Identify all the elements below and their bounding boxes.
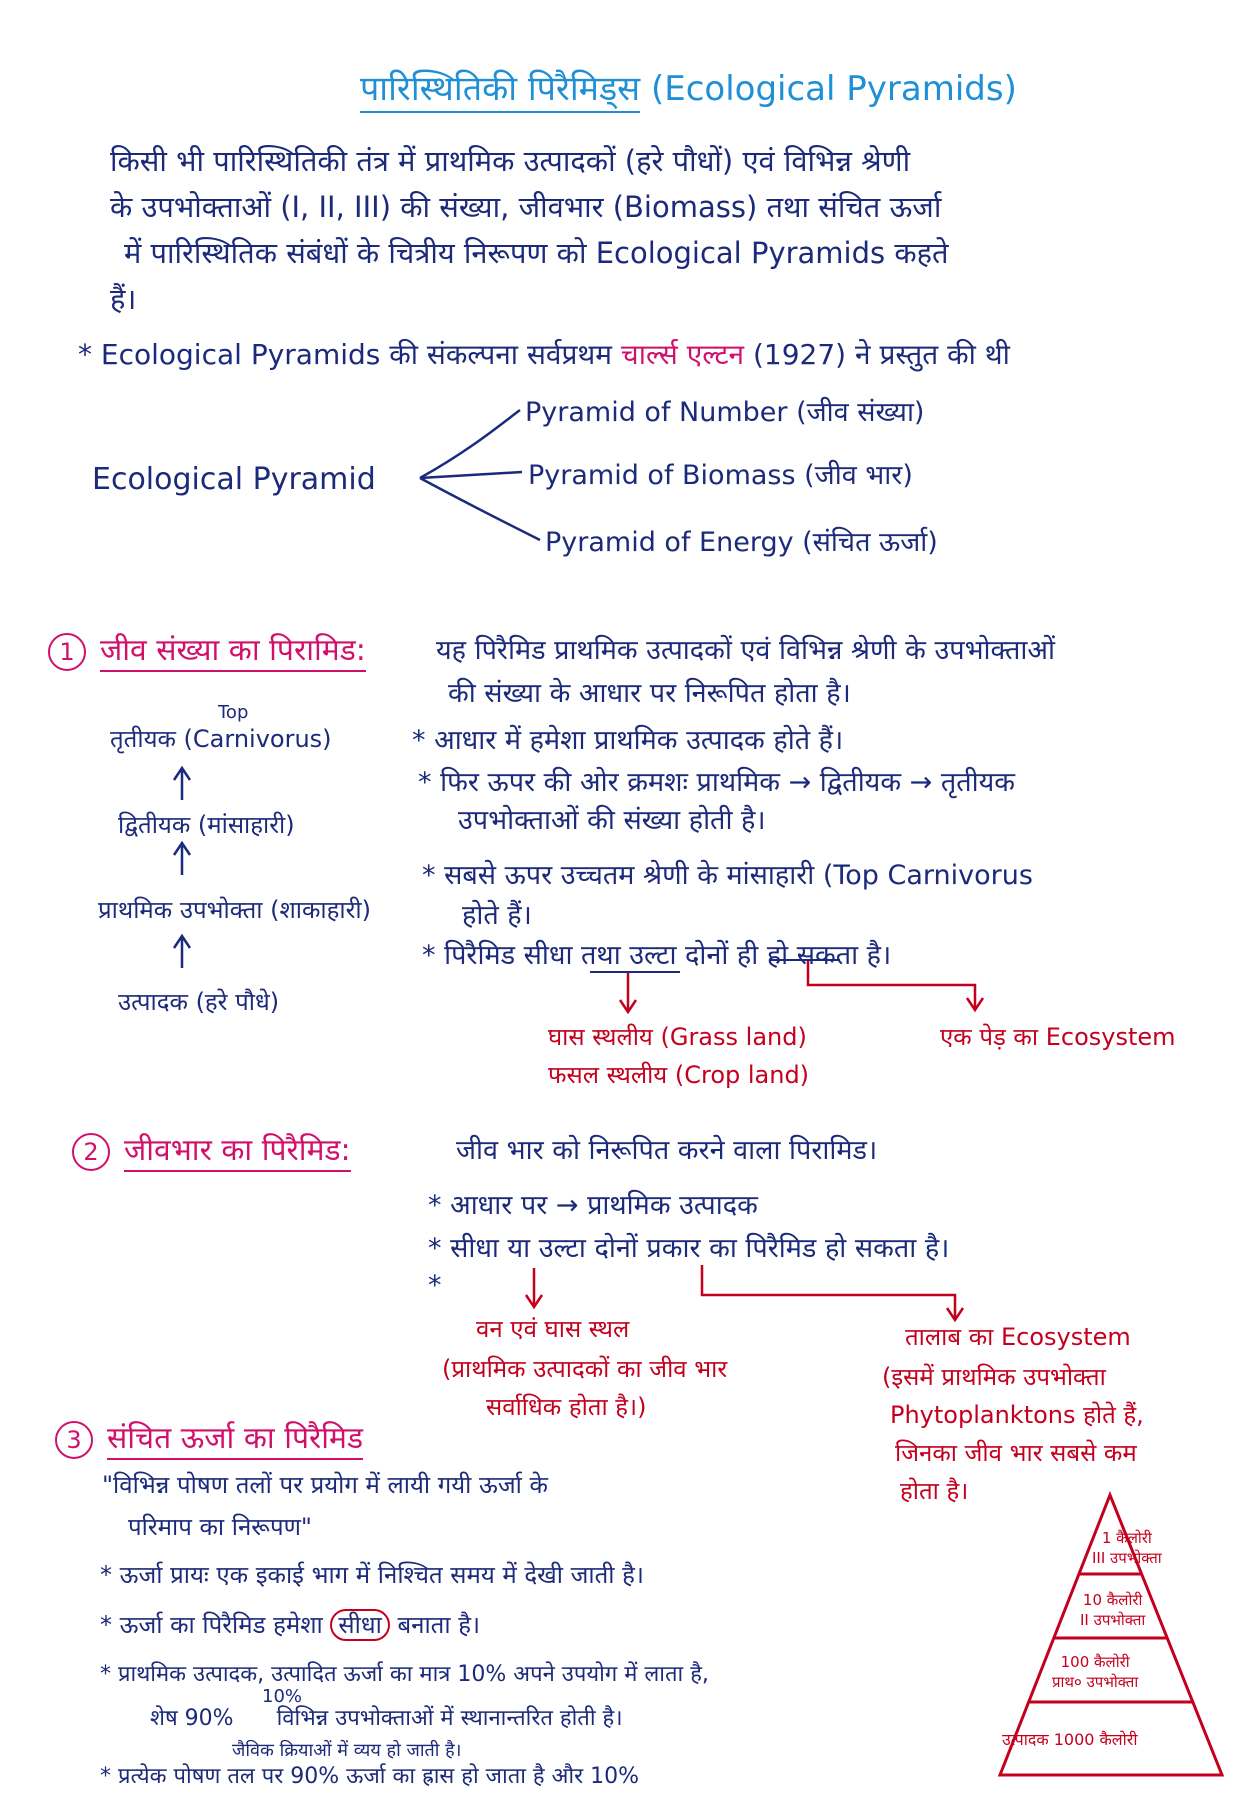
pyramid-energy: 10 कैलोरी: [1082, 1591, 1143, 1609]
chain-secondary: द्वितीयक (मांसाहारी): [118, 811, 295, 839]
branch-line-number: [420, 410, 520, 478]
section1-title: जीव संख्या का पिरामिड:: [100, 633, 366, 672]
section3-point-shesh: [150, 1702, 623, 1732]
branch-line-energy: [420, 478, 540, 540]
concept-prefix: * Ecological Pyramids की संकल्पना सर्वप्रथम: [78, 338, 613, 371]
section1-desc-line: की संख्या के आधार पर निरूपित होता है।: [448, 678, 851, 709]
pyramid-energy: 100 कैलोरी: [1060, 1653, 1130, 1671]
classification-branch-number: Pyramid of Number (जीव संख्या): [525, 397, 925, 428]
intro-line: में पारिस्थितिक संबंधों के चित्रीय निरूपण को Ecological Pyramids कहते: [124, 236, 949, 270]
classification-branch-energy: Pyramid of Energy (संचित ऊर्जा): [545, 527, 938, 558]
classification-branch-biomass: Pyramid of Biomass (जीव भार): [528, 460, 913, 491]
intro-paragraph: [110, 138, 949, 322]
pyramid-label: III उपभोक्ता: [1092, 1549, 1162, 1567]
concept-suffix: (1927) ने प्रस्तुत की थी: [753, 338, 1010, 371]
section3-point: * प्राथमिक उत्पादक, उत्पादित ऊर्जा का मात्र 10% अपने उपयोग में लाता है,: [100, 1662, 709, 1687]
biomass-inverted-title: तालाब का Ecosystem: [905, 1323, 1131, 1351]
branch-line-biomass: [420, 472, 522, 478]
section3-point-text: * ऊर्जा का पिरैमिड हमेशा: [100, 1611, 323, 1639]
section3-point-text: बनाता है।: [397, 1611, 481, 1639]
example-tree-ecosystem: एक पेड़ का Ecosystem: [940, 1023, 1176, 1051]
section3-point-text: विभिन्न उपभोक्ताओं में स्थानान्तरित होती है।: [276, 1706, 623, 1731]
concept-person: चार्ल्स एल्टन: [620, 338, 745, 371]
biomass-inverted-note: होता है।: [900, 1477, 969, 1505]
biomass-upright-note: सर्वाधिक होता है।): [486, 1393, 647, 1421]
section1-point: * आधार में हमेशा प्राथमिक उत्पादक होते हैं।: [412, 725, 844, 756]
section2-title: जीवभार का पिरैमिड:: [124, 1133, 351, 1172]
biomass-inverted-note: (इसमें प्राथमिक उपभोक्ता: [882, 1363, 1106, 1391]
title-english: (Ecological Pyramids): [650, 69, 1017, 109]
page-title: [360, 64, 1017, 110]
intro-line: किसी भी पारिस्थितिकी तंत्र में प्राथमिक उत्पादकों (हरे पौधों) एवं विभिन्न श्रेणी: [110, 144, 911, 178]
concept-line: [78, 335, 1010, 373]
section3-point: * ऊर्जा प्रायः एक इकाई भाग में निश्चित समय में देखी जाती है।: [100, 1561, 644, 1589]
title-hindi: पारिस्थितिकी पिरैमिड्स: [360, 69, 640, 113]
example-grassland: घास स्थलीय (Grass land): [548, 1023, 807, 1051]
pyramid-energy: 1000 कैलोरी: [1053, 1730, 1138, 1749]
chain-tertiary: तृतीयक (Carnivorus): [110, 725, 332, 753]
pyramid-label: प्राथ० उपभोक्ता: [1052, 1673, 1139, 1691]
section3-subnote: जैविक क्रियाओं में व्यय हो जाती है।: [232, 1740, 462, 1761]
pyramid-level-2: [1080, 1590, 1145, 1630]
section3-point: * प्रत्येक पोषण तल पर 90% ऊर्जा का ह्रास हो जाता है और 10%: [100, 1764, 639, 1789]
biomass-inverted-note: Phytoplanktons होते हैं,: [890, 1401, 1144, 1429]
section1-point: * पिरैमिड सीधा तथा उल्टा दोनों ही हो सकता है।: [422, 940, 892, 971]
section2-heading: [72, 1128, 351, 1171]
section2-point: *: [428, 1270, 442, 1301]
section2-point: * आधार पर → प्राथमिक उत्पादक: [428, 1190, 758, 1221]
section1-heading: [48, 628, 366, 671]
section3-desc: "विभिन्न पोषण तलों पर प्रयोग में लायी गयी ऊर्जा के: [102, 1471, 548, 1499]
biomass-inverted-note: जिनका जीव भार सबसे कम: [895, 1439, 1137, 1467]
circled-sidha: सीधा: [330, 1609, 389, 1641]
section1-point: * सबसे ऊपर उच्चतम श्रेणी के मांसाहारी (Top Carnivorus: [422, 860, 1033, 891]
chain-arrows: [174, 768, 190, 968]
pyramid-level-3: [1052, 1652, 1138, 1692]
pyramid-energy: 1 कैलोरी: [1101, 1529, 1152, 1547]
section3-point-energy-pyramid: [100, 1608, 480, 1641]
section3-title: संचित ऊर्जा का पिरैमिड: [107, 1421, 363, 1460]
section3-heading: [55, 1416, 363, 1459]
biomass-upright-note: (प्राथमिक उत्पादकों का जीव भार: [442, 1355, 728, 1383]
section1-point: * फिर ऊपर की ओर क्रमशः प्राथमिक → द्वितीयक → तृतीयक: [418, 767, 1016, 798]
section2-desc: जीव भार को निरूपित करने वाला पिरामिड।: [456, 1135, 878, 1166]
section3-desc: परिमाप का निरूपण": [128, 1513, 312, 1541]
pyramid-label: II उपभोक्ता: [1080, 1611, 1146, 1629]
pyramid-level-top: [1092, 1528, 1162, 1568]
section3-number: 3: [55, 1421, 93, 1459]
section1-point: होते हैं।: [462, 900, 532, 931]
intro-line: के उपभोक्ताओं (I, II, III) की संख्या, जीवभार (Biomass) तथा संचित ऊर्जा: [110, 190, 942, 224]
pyramid-level-base: [1002, 1728, 1138, 1750]
section2-number: 2: [72, 1133, 110, 1171]
biomass-upright-title: वन एवं घास स्थल: [476, 1315, 630, 1343]
chain-primary: प्राथमिक उपभोक्ता (शाकाहारी): [98, 896, 371, 924]
chain-top-note: Top: [218, 702, 249, 723]
intro-line: हैं।: [110, 282, 137, 316]
section2-point: * सीधा या उल्टा दोनों प्रकार का पिरैमिड हो सकता है।: [428, 1233, 950, 1264]
section1-point: उपभोक्ताओं की संख्या होती है।: [458, 805, 766, 836]
pyramid-label: उत्पादक: [1002, 1730, 1049, 1749]
insert-note: 10%: [262, 1686, 303, 1707]
example-cropland: फसल स्थलीय (Crop land): [548, 1061, 810, 1089]
section3-point-text: शेष 90%: [150, 1706, 234, 1731]
section1-number: 1: [48, 633, 86, 671]
section1-desc-line: यह पिरैमिड प्राथमिक उत्पादकों एवं विभिन्न श्रेणी के उपभोक्ताओं: [436, 635, 1056, 666]
chain-producer: उत्पादक (हरे पौधे): [118, 988, 280, 1016]
classification-root: Ecological Pyramid: [92, 462, 376, 497]
section1-desc: [436, 630, 1055, 710]
